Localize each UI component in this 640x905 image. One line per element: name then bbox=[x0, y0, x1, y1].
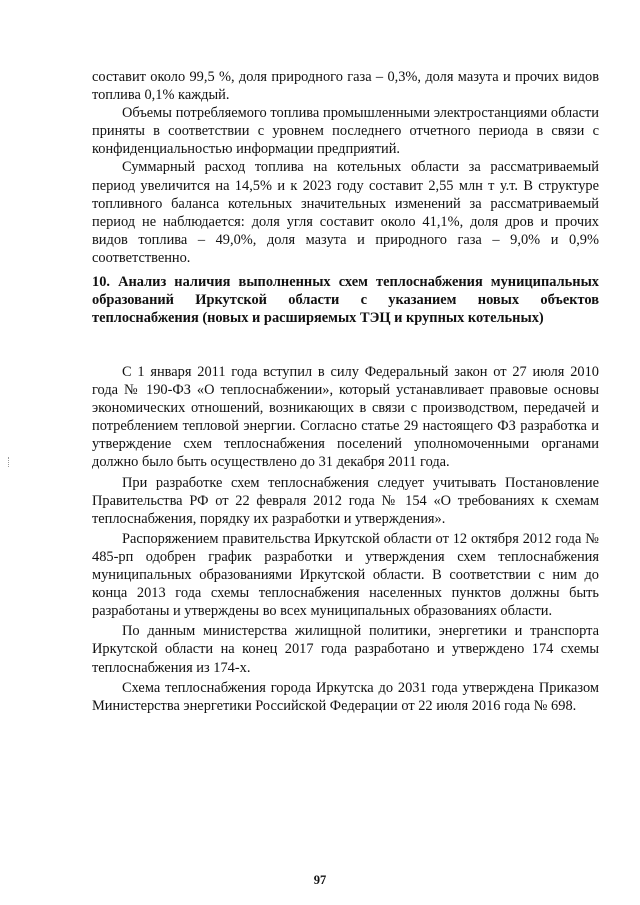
page-number: 97 bbox=[313, 873, 327, 887]
section-heading: 10. Анализ наличия выполненных схем теплоснабжения муниципальных образований Иркутской области с указанием новых объектов теплоснабжения (новых и расширяемых ТЭЦ и крупных котельных) bbox=[92, 274, 599, 327]
paragraph-regional-order: Распоряжением правительства Иркутской области от 12 октября 2012 года № 485-рп одобрен график разработки и утверждения схем теплоснабжения муниципальных образованиями Иркутской области. В соответствии с ним до конца 2013 года схемы теплоснабжения населенных пунктов должны быть разработаны и утверждены во всех муниципальных образованиях области. bbox=[92, 530, 599, 620]
paragraph-continuation: составит около 99,5 %, доля природного газа – 0,3%, доля мазута и прочих видов топлива 0,1% каждый. bbox=[92, 69, 599, 104]
paragraph-ministry-data: По данным министерства жилищной политики, энергетики и транспорта Иркутской области на конец 2017 года разработано и утверждено 174 схемы теплоснабжения из 174-х. bbox=[92, 623, 599, 676]
section-body bbox=[92, 363, 599, 715]
paragraph-federal-law: С 1 января 2011 года вступил в силу Федеральный закон от 27 июля 2010 года № 190-ФЗ «О теплоснабжении», который устанавливает правовые основы экономических отношений, возникающих в связи с производством, передачей и потреблением тепловой энергии. Согласно статье 29 настоящего ФЗ разработка и утверждение схем теплоснабжения поселений уполномоченными органами должно было быть осуществлено до 31 декабря 2011 года. bbox=[92, 364, 599, 471]
section-heading-block bbox=[92, 273, 599, 327]
paragraph-fuel-volumes: Объемы потребляемого топлива промышленными электростанциями области приняты в соответствии с уровнем последнего отчетного периода в связи с конфиденциальностью информации предприятий. bbox=[92, 105, 599, 158]
paragraph-boiler-fuel: Суммарный расход топлива на котельных области за рассматриваемый период увеличится на 14,5% и к 2023 году составит 2,55 млн т у.т. В структуре топливного баланса котельных значительных изменений за рассматриваемый период не наблюдается: доля угля составит около 41,1%, доля дров и прочих видов топлива – 49,0%, доля мазута и природного газа – 9,0% и 0,9% соответственно. bbox=[92, 159, 599, 266]
paragraph-government-decree: При разработке схем теплоснабжения следует учитывать Постановление Правительства РФ от 22 февраля 2012 года № 154 «О требованиях к схемам теплоснабжения, порядку их разработки и утверждения». bbox=[92, 474, 599, 527]
margin-mark bbox=[8, 457, 10, 467]
paragraph-irkutsk-scheme: Схема теплоснабжения города Иркутска до 2031 года утверждена Приказом Министерства энергетики Российской Федерации от 22 июля 2016 года № 698. bbox=[92, 679, 599, 714]
intro-block bbox=[92, 68, 599, 267]
